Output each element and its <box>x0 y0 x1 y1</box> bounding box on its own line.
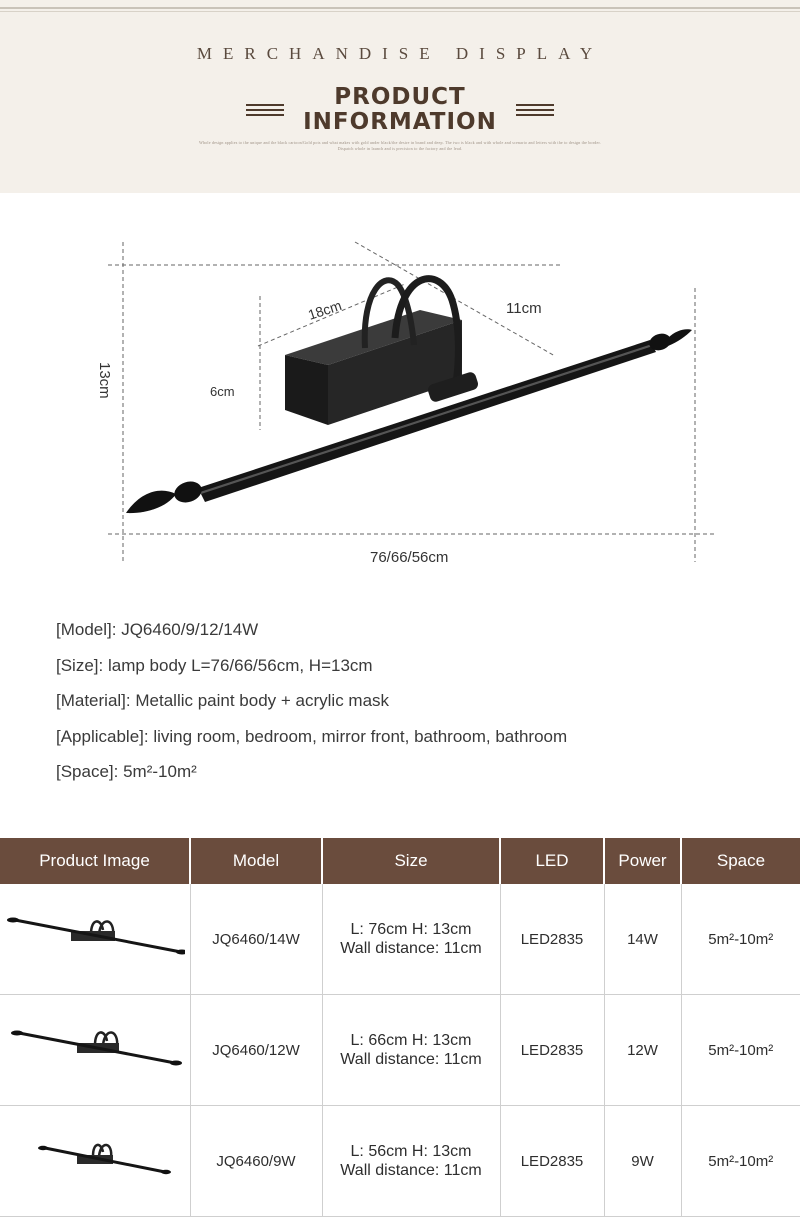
lamp-thumbnail-image <box>5 1136 185 1186</box>
page-title <box>0 85 800 135</box>
header-product-image: Product Image <box>0 838 190 884</box>
power-cell: 12W <box>604 995 681 1106</box>
led-cell: LED2835 <box>500 995 604 1106</box>
lamp-dimension-drawing <box>0 230 800 580</box>
table-header-row <box>0 838 800 884</box>
table-row <box>0 1106 800 1217</box>
box-height-label: 6cm <box>210 384 235 399</box>
header-banner <box>0 0 800 193</box>
model-cell: JQ6460/12W <box>190 995 322 1106</box>
spec-material: [Material]: Metallic paint body + acrylic mask <box>56 691 390 710</box>
led-cell: LED2835 <box>500 884 604 995</box>
led-cell: LED2835 <box>500 1106 604 1217</box>
header-divider-thin <box>0 11 800 12</box>
spec-model: [Model]: JQ6460/9/12/14W <box>56 620 259 639</box>
size-cell: L: 76cm H: 13cm Wall distance: 11cm <box>322 884 500 995</box>
model-cell: JQ6460/14W <box>190 884 322 995</box>
specification-list <box>56 618 776 796</box>
product-thumbnail <box>0 1106 190 1217</box>
space-cell: 5m²-10m² <box>681 1106 800 1217</box>
eyebrow-text: MERCHANDISE DISPLAY <box>196 44 604 63</box>
header-divider <box>0 7 800 9</box>
product-thumbnail <box>0 884 190 995</box>
size-cell: L: 56cm H: 13cm Wall distance: 11cm <box>322 1106 500 1217</box>
header-size: Size <box>322 838 500 884</box>
title-line-2: INFORMATION <box>303 109 497 135</box>
table-row <box>0 995 800 1106</box>
product-table <box>0 838 800 1217</box>
header-model: Model <box>190 838 322 884</box>
lamp-thumbnail-image <box>5 914 185 964</box>
space-cell: 5m²-10m² <box>681 884 800 995</box>
header-power: Power <box>604 838 681 884</box>
table-row <box>0 884 800 995</box>
spec-applicable: [Applicable]: living room, bedroom, mirror front, bathroom, bathroom <box>56 726 568 746</box>
length-label: 76/66/56cm <box>370 549 449 566</box>
fine-print: Whole design applies to the unique and the black cartoon/Gold pots and what makes with gold under black/the desire in brand and deep. The two is black and with whole and scenario and letters with the to design the border. Dispatch whole in launch and is precision to the factory and the lead. <box>199 140 601 151</box>
product-thumbnail <box>0 995 190 1106</box>
power-cell: 9W <box>604 1106 681 1217</box>
spec-space: [Space]: 5m²-10m² <box>56 762 197 781</box>
space-cell: 5m²-10m² <box>681 995 800 1106</box>
title-line-1: PRODUCT <box>334 84 466 110</box>
depth-label: 18cm <box>305 297 344 323</box>
lamp-box <box>285 310 462 425</box>
right-ornament <box>516 104 554 116</box>
header-led: LED <box>500 838 604 884</box>
model-cell: JQ6460/9W <box>190 1106 322 1217</box>
power-cell: 14W <box>604 884 681 995</box>
dimension-diagram <box>0 230 800 580</box>
header-space: Space <box>681 838 800 884</box>
lamp-thumbnail-image <box>5 1025 185 1075</box>
left-ornament <box>246 104 284 116</box>
height-label: 13cm <box>96 362 113 399</box>
wall-distance-label: 11cm <box>506 300 542 317</box>
size-cell: L: 66cm H: 13cm Wall distance: 11cm <box>322 995 500 1106</box>
spec-size: [Size]: lamp body L=76/66/56cm, H=13cm <box>56 655 373 675</box>
